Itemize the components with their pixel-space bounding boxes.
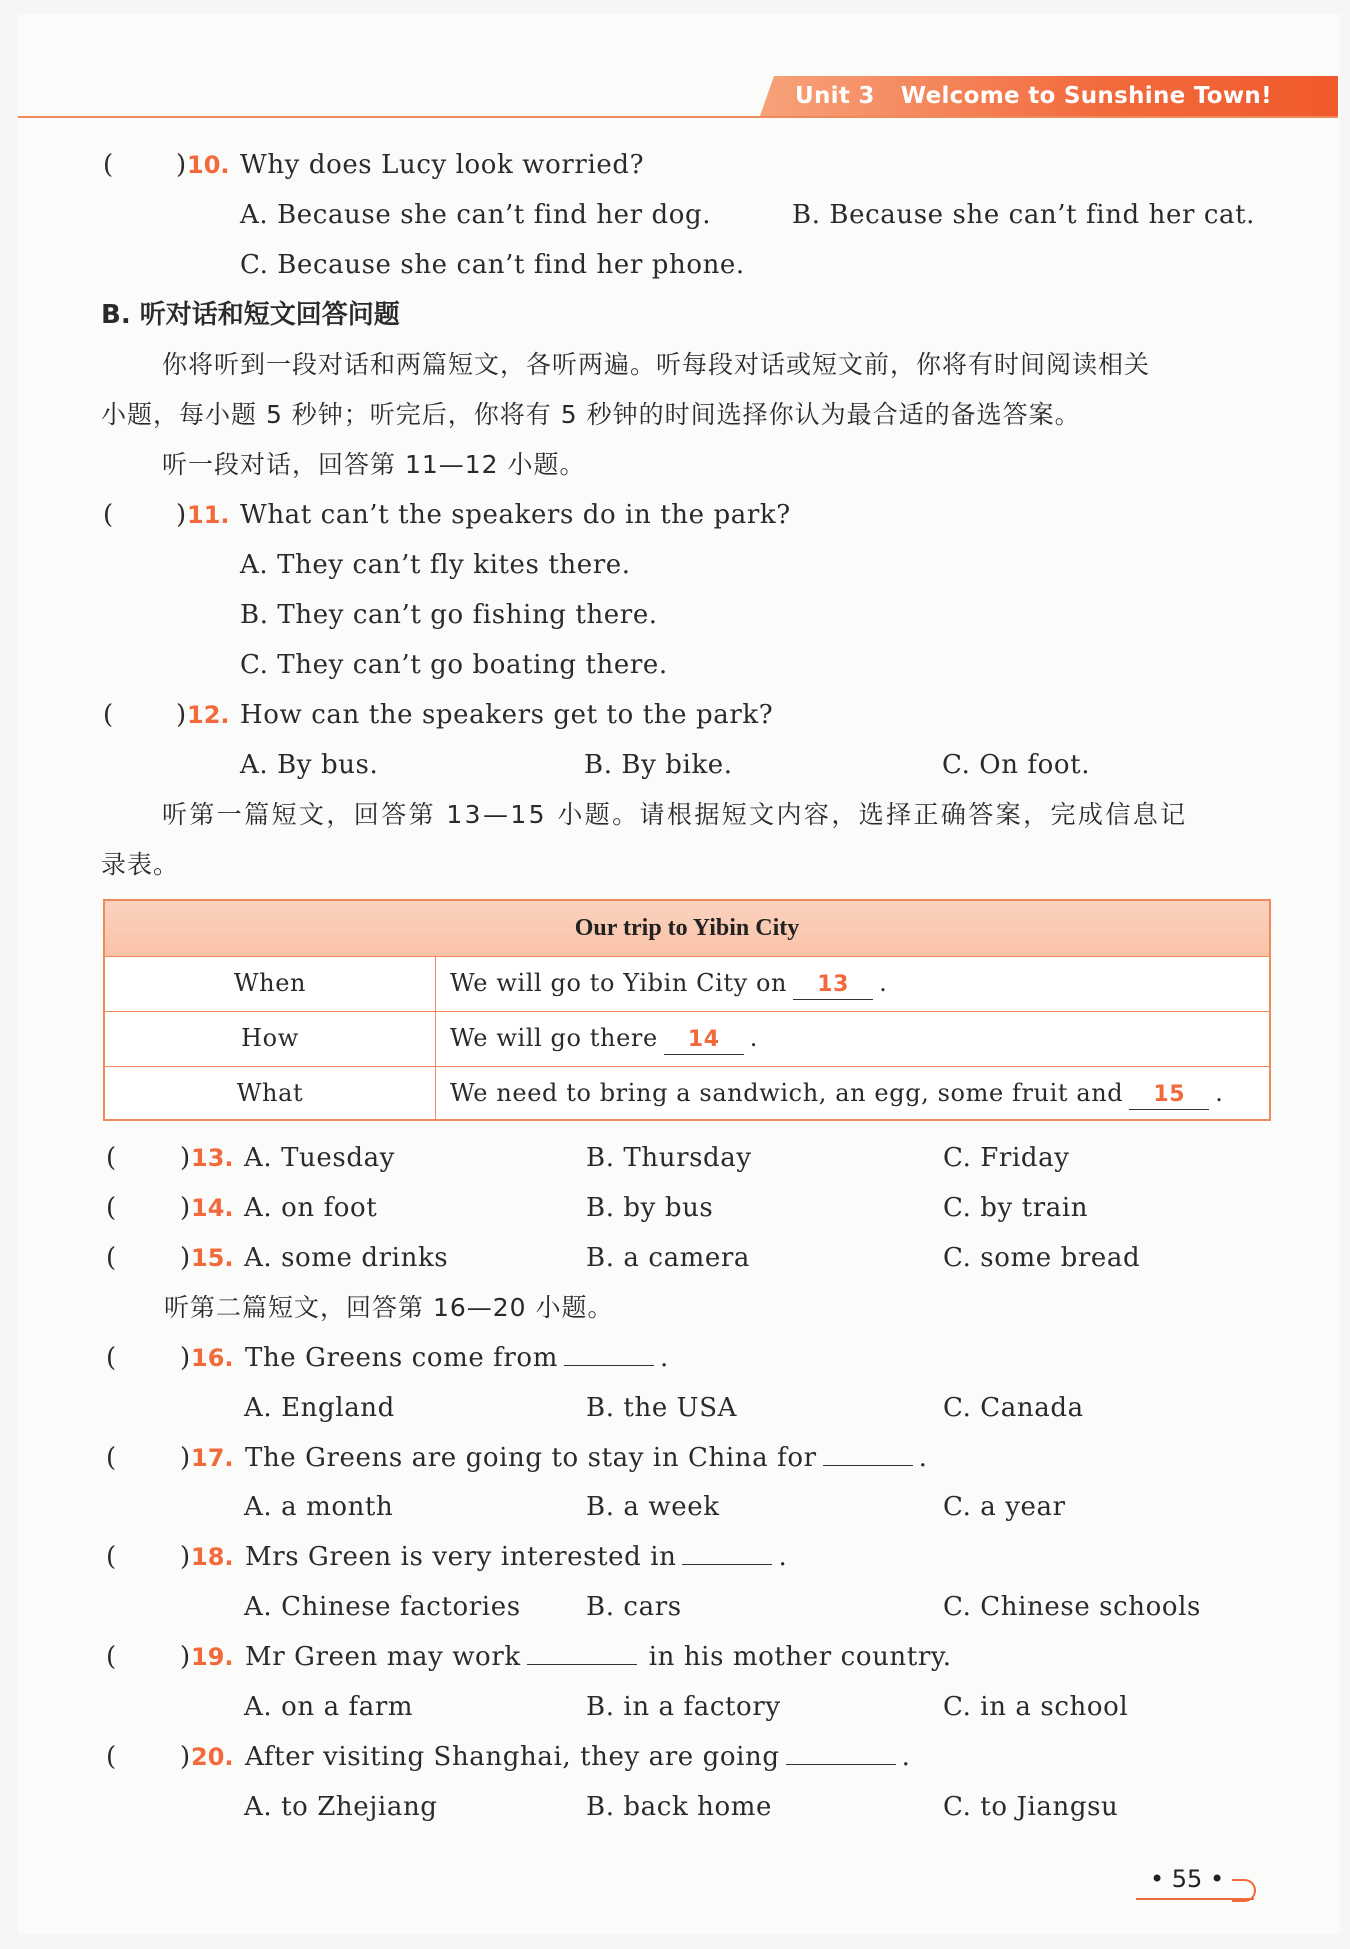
question-stem: Mrs Green is very interested in xyxy=(245,1542,677,1572)
option-c: C. Because she can’t find her phone. xyxy=(240,250,745,280)
option-b: B. They can’t go fishing there. xyxy=(240,600,658,630)
question-number: 13. xyxy=(191,1144,234,1172)
answer-paren-open: ( xyxy=(103,700,114,730)
option-b: B. cars xyxy=(586,1592,682,1622)
answer-paren-close: ) xyxy=(180,1193,191,1223)
option-c: C. Friday xyxy=(943,1143,1070,1173)
table-row-how xyxy=(105,1011,1269,1067)
table-value-end: . xyxy=(1215,1079,1224,1107)
answer-blank xyxy=(823,1441,913,1466)
question-number: 18. xyxy=(191,1543,234,1571)
question-number: 11. xyxy=(187,501,230,529)
option-a: A. They can’t fly kites there. xyxy=(240,550,631,580)
blank-15[interactable]: 15 xyxy=(1129,1081,1209,1110)
question-text: How can the speakers get to the park? xyxy=(240,700,774,730)
answer-paren-open: ( xyxy=(106,1243,117,1273)
option-a: A. some drinks xyxy=(244,1243,449,1273)
answer-paren-close: ) xyxy=(176,150,187,180)
question-stem: After visiting Shanghai, they are going xyxy=(245,1742,780,1772)
blank-14[interactable]: 14 xyxy=(664,1026,744,1055)
option-c: C. to Jiangsu xyxy=(943,1792,1119,1822)
passage1-intro-line2: 录表。 xyxy=(101,850,180,879)
table-title: Our trip to Yibin City xyxy=(105,901,1269,957)
passage2-intro: 听第二篇短文，回答第 16—20 小题。 xyxy=(164,1293,614,1322)
option-b: B. the USA xyxy=(586,1393,737,1423)
option-a: A. on a farm xyxy=(244,1692,414,1722)
dialog-intro: 听一段对话，回答第 11—12 小题。 xyxy=(162,450,586,479)
answer-paren-close: ) xyxy=(180,1343,191,1373)
header-rule xyxy=(18,116,1338,118)
answer-paren-open: ( xyxy=(106,1742,117,1772)
page-corner-curl-icon xyxy=(1232,1879,1256,1902)
answer-paren-close: ) xyxy=(180,1742,191,1772)
table-value xyxy=(450,1066,1224,1121)
table-key: What xyxy=(105,1066,436,1121)
option-c: C. some bread xyxy=(943,1243,1141,1273)
option-b: B. in a factory xyxy=(586,1692,781,1722)
answer-paren-close: ) xyxy=(176,700,187,730)
option-a: A. By bus. xyxy=(240,750,379,780)
option-c: C. On foot. xyxy=(942,750,1091,780)
question-end: . xyxy=(918,1443,928,1473)
answer-blank xyxy=(527,1640,637,1665)
option-b: B. By bike. xyxy=(584,750,733,780)
answer-paren-close: ) xyxy=(176,500,187,530)
question-number: 17. xyxy=(191,1444,234,1472)
answer-paren-open: ( xyxy=(103,500,114,530)
question-stem: The Greens are going to stay in China for xyxy=(245,1443,817,1473)
option-a: A. Tuesday xyxy=(244,1143,395,1173)
question-end: in his mother country. xyxy=(648,1642,952,1672)
question-end: . xyxy=(901,1742,911,1772)
answer-blank xyxy=(682,1540,772,1565)
section-b-intro-line2: 小题，每小题 5 秒钟；听完后，你将有 5 秒钟的时间选择你认为最合适的备选答案。 xyxy=(101,400,1081,429)
table-value-end: . xyxy=(879,969,888,997)
blank-13[interactable]: 13 xyxy=(793,971,873,1000)
answer-paren-open: ( xyxy=(106,1193,117,1223)
option-a: A. a month xyxy=(244,1492,394,1522)
option-c: C. Canada xyxy=(943,1393,1084,1423)
question-number: 15. xyxy=(191,1244,234,1272)
question-number: 19. xyxy=(191,1643,234,1671)
table-value-text: We need to bring a sandwich, an egg, some fruit and xyxy=(450,1079,1124,1107)
option-c: C. They can’t go boating there. xyxy=(240,650,668,680)
passage1-intro-line1: 听第一篇短文，回答第 13—15 小题。请根据短文内容，选择正确答案，完成信息记 xyxy=(162,800,1188,829)
section-b-intro-line1: 你将听到一段对话和两篇短文，各听两遍。听每段对话或短文前，你将有时间阅读相关 xyxy=(162,350,1151,379)
question-text xyxy=(245,1540,787,1574)
option-b: B. by bus xyxy=(586,1193,714,1223)
option-a: A. Chinese factories xyxy=(244,1592,521,1622)
question-text xyxy=(245,1640,952,1674)
table-value xyxy=(450,956,887,1011)
option-b: B. Thursday xyxy=(586,1143,752,1173)
header-title xyxy=(795,80,1272,112)
question-end: . xyxy=(778,1542,788,1572)
table-row-what xyxy=(105,1066,1269,1121)
option-a: A. to Zhejiang xyxy=(244,1792,438,1822)
answer-paren-open: ( xyxy=(103,150,114,180)
question-text xyxy=(245,1740,910,1774)
answer-paren-open: ( xyxy=(106,1143,117,1173)
question-text: What can’t the speakers do in the park? xyxy=(240,500,791,530)
answer-paren-open: ( xyxy=(106,1443,117,1473)
answer-blank xyxy=(564,1341,654,1366)
answer-paren-open: ( xyxy=(106,1343,117,1373)
option-b: B. back home xyxy=(586,1792,773,1822)
question-text xyxy=(245,1341,669,1375)
answer-paren-open: ( xyxy=(106,1542,117,1572)
answer-paren-close: ) xyxy=(180,1443,191,1473)
question-text: Why does Lucy look worried? xyxy=(240,150,645,180)
question-stem: The Greens come from xyxy=(245,1343,558,1373)
option-a: A. England xyxy=(244,1393,395,1423)
answer-paren-open: ( xyxy=(106,1642,117,1672)
unit-title: Welcome to Sunshine Town! xyxy=(900,83,1272,109)
question-number: 16. xyxy=(191,1344,234,1372)
option-b: B. a week xyxy=(586,1492,720,1522)
unit-label: Unit 3 xyxy=(795,83,875,109)
question-number: 20. xyxy=(191,1743,234,1771)
table-row-when xyxy=(105,956,1269,1012)
option-b: B. Because she can’t find her cat. xyxy=(792,200,1256,230)
option-a: A. on foot xyxy=(244,1193,378,1223)
table-value-text: We will go there xyxy=(450,1024,658,1052)
question-number: 12. xyxy=(187,701,230,729)
answer-paren-close: ) xyxy=(180,1642,191,1672)
option-c: C. in a school xyxy=(943,1692,1129,1722)
answer-paren-close: ) xyxy=(180,1143,191,1173)
answer-paren-close: ) xyxy=(180,1243,191,1273)
option-c: C. a year xyxy=(943,1492,1066,1522)
page-number: • 55 • xyxy=(1150,1865,1225,1893)
option-b: B. a camera xyxy=(586,1243,751,1273)
answer-blank xyxy=(786,1740,896,1765)
section-b-title: B. 听对话和短文回答问题 xyxy=(101,300,400,330)
option-a: A. Because she can’t find her dog. xyxy=(240,200,712,230)
question-stem: Mr Green may work xyxy=(245,1642,521,1672)
table-value xyxy=(450,1011,758,1066)
info-record-table xyxy=(103,899,1271,1121)
question-text xyxy=(245,1441,928,1475)
table-key: When xyxy=(105,956,436,1011)
table-value-text: We will go to Yibin City on xyxy=(450,969,788,997)
table-value-end: . xyxy=(749,1024,758,1052)
answer-paren-close: ) xyxy=(180,1542,191,1572)
question-end: . xyxy=(659,1343,669,1373)
option-c: C. Chinese schools xyxy=(943,1592,1201,1622)
option-c: C. by train xyxy=(943,1193,1089,1223)
table-key: How xyxy=(105,1011,436,1066)
question-number: 10. xyxy=(187,151,230,179)
question-number: 14. xyxy=(191,1194,234,1222)
